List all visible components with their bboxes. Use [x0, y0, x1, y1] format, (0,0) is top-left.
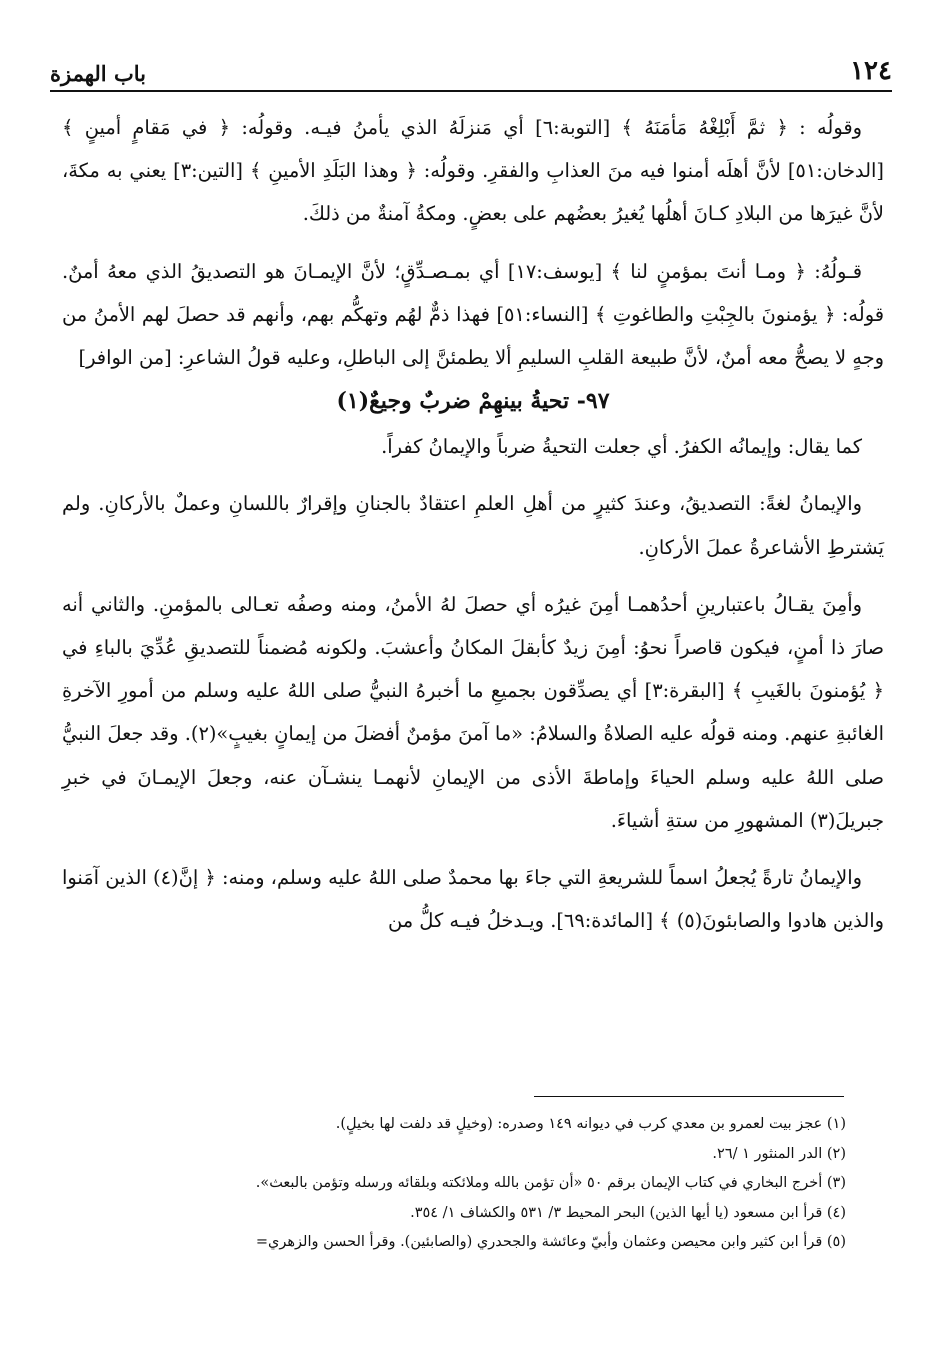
paragraph-3: كما يقال: وإيمانُه الكفرُ. أي جعلت التحيةُ ضرباً والإيمانُ كفراً. [381, 435, 862, 459]
footnote-2: (٢) الدر المنثور ١ /٢٦. [712, 1145, 846, 1162]
footnote-3: (٣) أخرج البخاري في كتاب الإيمان برقم ٥٠ «أن تؤمن بالله وملائكته وبلقائه ورسله وتؤمن بالبعث». [255, 1175, 846, 1191]
chapter-title: باب الهمزة [50, 61, 146, 86]
footnote-4: (٤) قرأ ابن مسعود (يا أيها الذين) البحر المحيط ٣/ ٥٣١ والكشاف ١/ ٣٥٤. [410, 1204, 846, 1221]
page-header [50, 50, 892, 92]
footnote-divider [534, 1096, 844, 1097]
paragraph-6: والإيمانُ تارةً يُجعلُ اسماً للشريعةِ التي جاءَ بها محمدٌ صلى اللهُ عليه وسلم، ومنه: ﴿ إنَّ(٤) الذين آمَنوا والذين هادوا والصابئونَ(٥) ﴾ [المائدة:٦٩]. ويـدخلُ فيـه كلُّ من [62, 866, 884, 933]
footnote-1: (١) عجز بيت لعمرو بن معدي كرب في ديوانه ١٤٩ وصدره: (وخيلٍ قد دلفت لها بخيلٍ). [335, 1116, 846, 1132]
paragraph-2: قـولُهُ: ﴿ ومـا أنتَ بمؤمنٍ لنا ﴾ [يوسف:١٧] أي بمـصـدِّقٍ؛ لأنَّ الإيمـانَ هو التصديقُ الذي معهُ أمنٌ. قولُه: ﴿ يؤمنونَ بالجِبْتِ والطاغوتِ ﴾ [النساء:٥١] فهذا ذمٌّ لهُم وتهكُّم بهم، وأنهم قد حصلَ لهم الأمنُ من وجهٍ لا يصحُّ معه أمنٌ، لأنَّ طبيعة القلبِ السليمِ ألا يطمئنَّ إلى الباطلِ، وعليه قولُ الشاعرِ: [من الوافر] [62, 259, 884, 370]
paragraph-1: وقولُه : ﴿ ثمَّ أَبْلِغْهُ مَأمَنَهُ ﴾ [التوبة:٦] أي مَنزلَهُ الذي يأمنُ فيـه. وقولُه: ﴿ في مَقامٍ أمينٍ ﴾ [الدخان:٥١] لأنَّ أهلَه أمنوا فيه منَ العذابِ والفقرِ. وقولُه: ﴿ وهذا البَلَدِ الأمينِ ﴾ [التين:٣] يعني به مكةَ، لأنَّ غيرَها من البلادِ كـانَ أهلُها يُغيرُ بعضُهم على بعضٍ. ومكةُ آمنةٌ من ذلكَ. [62, 116, 884, 226]
footnotes [76, 1110, 846, 1258]
poem-verse-title: ٩٧- تحيةُ بينهِمْ ضربٌ وجيعٌ(١) [336, 388, 610, 415]
paragraph-4: والإيمانُ لغةً: التصديقُ، وعندَ كثيرٍ من أهلِ العلمِ اعتقادٌ بالجنانِ وإقرارٌ باللسانِ وعملٌ بالأركانِ. ولم يَشترطِ الأشاعرةُ عملَ الأركانِ. [62, 492, 884, 559]
footnote-5: (٥) قرأ ابن كثير وابن محيصن وعثمان وأبيّ وعائشة والجحدري (والصابئين). وقرأ الحسن والزهري= [255, 1234, 846, 1250]
paragraph-5: وأمِنَ يقـالُ باعتبارينِ أحدُهمـا أمِنَ غيرُه أي حصلَ لهُ الأمنُ، ومنه وصفُه تعـالى بالمؤمنِ. والثاني أنه صارَ ذا أمنٍ، فيكون قاصراً نحوُ: أمِنَ زيدٌ كأبقلَ المكانُ وأعشبَ. ولكونه مُضمناً للتصديقِ عُدِّيَ بالباءِ في ﴿ يُؤمنونَ بالغَيبِ ﴾ [البقرة:٣] أي يصدِّقون بجميعِ ما أخبرهُ النبيُّ صلى اللهُ عليه وسلم من أمورِ الآخرةِ الغائبةِ عنهم. ومنه قولُه عليه الصلاةُ والسلامُ: «ما آمنَ مؤمنٌ أفضلَ من إيمانٍ بغيبٍ»(٢). وقد جعلَ النبيُّ صلى اللهُ عليه وسلم الحياءَ وإماطةَ الأذى من الإيمانِ لأنهمـا ينشـآن عنه، وجعلَ الإيمـانَ في خبرِ جبريلَ(٣) المشهورِ من ستةِ أشياءَ. [62, 592, 884, 832]
page-number: ١٢٤ [850, 56, 892, 86]
main-text [62, 106, 884, 942]
